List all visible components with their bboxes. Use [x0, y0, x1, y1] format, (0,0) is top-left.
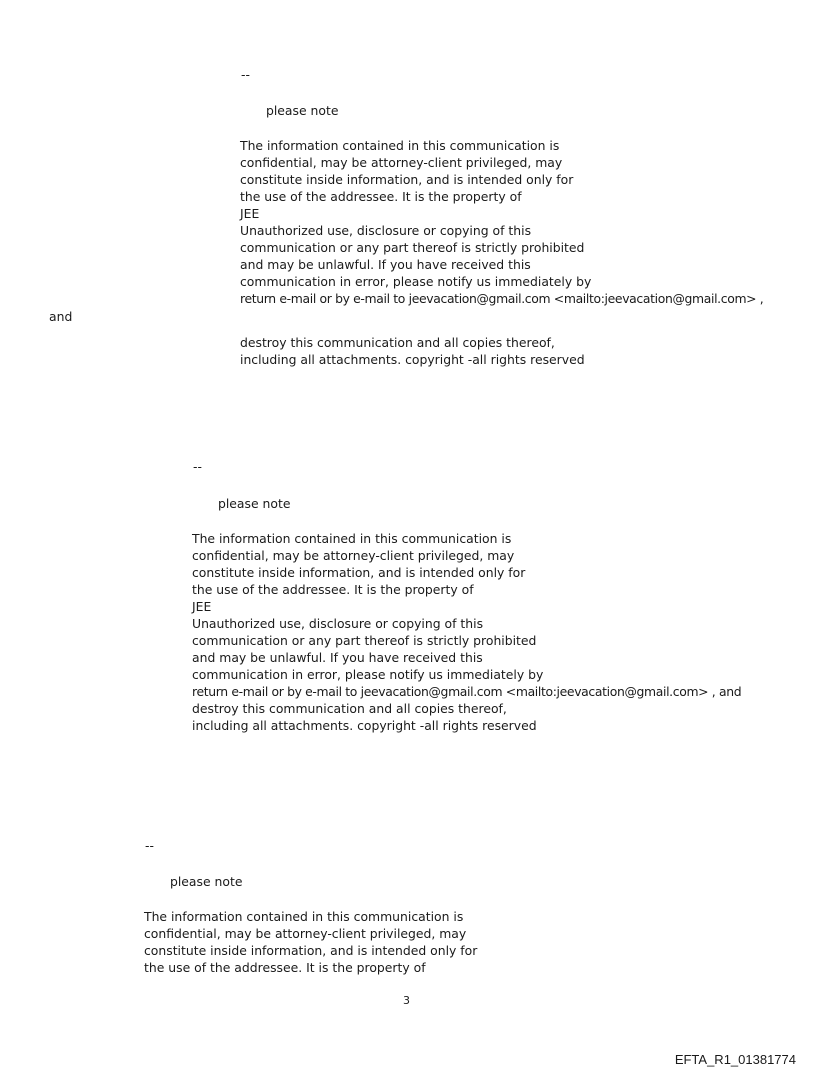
block3-heading: please note [170, 874, 243, 889]
block1-line: constitute inside information, and is intended only for [240, 172, 574, 187]
block1-line: and may be unlawful. If you have received this [240, 257, 531, 272]
block3-line: confidential, may be attorney-client privileged, may [144, 926, 467, 941]
block2-line: confidential, may be attorney-client privileged, may [192, 548, 515, 563]
block1-line: the use of the addressee. It is the property of [240, 189, 522, 204]
block1-line: confidential, may be attorney-client privileged, may [240, 155, 563, 170]
block3-line: the use of the addressee. It is the property of [144, 960, 426, 975]
block2-line: The information contained in this communication is [192, 531, 512, 546]
block1-line: Unauthorized use, disclosure or copying of this [240, 223, 532, 238]
block1-line: return e-mail or by e-mail to jeevacation@gmail.com <mailto:jeevacation@gmail.com> , [240, 291, 764, 306]
block2-line: communication in error, please notify us immediately by [192, 667, 544, 682]
page-number: 3 [403, 994, 410, 1007]
block1-line: including all attachments. copyright -all rights reserved [240, 352, 585, 367]
block2-line: Unauthorized use, disclosure or copying of this [192, 616, 484, 631]
block3-line: The information contained in this communication is [144, 909, 464, 924]
document-id: EFTA_R1_01381774 [674, 1052, 796, 1067]
block2-line: the use of the addressee. It is the property of [192, 582, 474, 597]
block1-line: destroy this communication and all copies thereof, [240, 335, 555, 350]
block2-line: destroy this communication and all copies thereof, [192, 701, 507, 716]
block1-line: The information contained in this communication is [240, 138, 560, 153]
block1-line: communication or any part thereof is strictly prohibited [240, 240, 585, 255]
block1-line: JEE [240, 206, 260, 221]
block1-separator: -- [241, 67, 250, 82]
block2-heading: please note [218, 496, 291, 511]
block3-line: constitute inside information, and is intended only for [144, 943, 478, 958]
block2-line: communication or any part thereof is strictly prohibited [192, 633, 537, 648]
block1-heading: please note [266, 103, 339, 118]
block1-line: communication in error, please notify us immediately by [240, 274, 592, 289]
block3-separator: -- [145, 838, 154, 853]
block2-line: constitute inside information, and is intended only for [192, 565, 526, 580]
block1-wrapped-word: and [49, 309, 73, 324]
block2-separator: -- [193, 459, 202, 474]
block2-line: return e-mail or by e-mail to jeevacation@gmail.com <mailto:jeevacation@gmail.com> , and [192, 684, 742, 699]
block2-line: JEE [192, 599, 212, 614]
block2-line: and may be unlawful. If you have received this [192, 650, 483, 665]
block2-line: including all attachments. copyright -all rights reserved [192, 718, 537, 733]
